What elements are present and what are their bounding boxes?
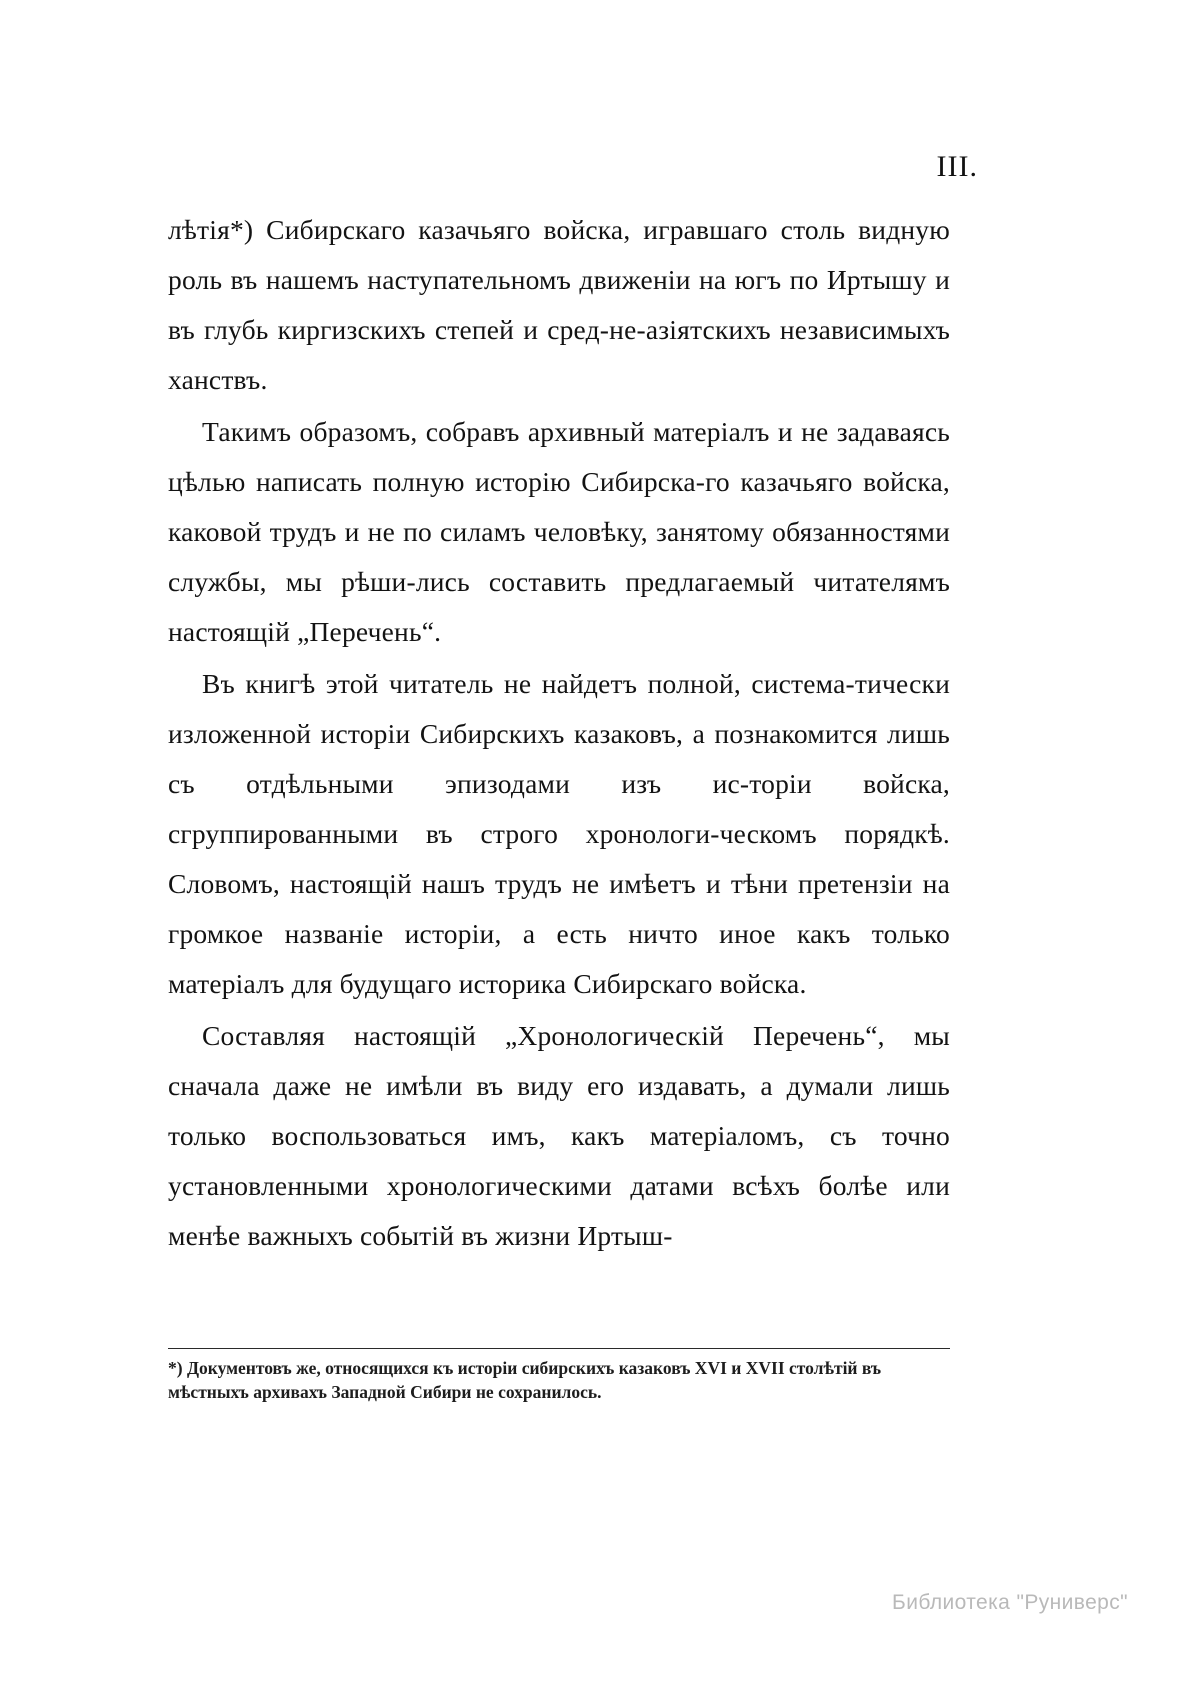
paragraph-2: Такимъ образомъ, собравъ архивный матеріалъ и не задаваясь цѣлью написать полную исторію Сибирска-го казачьяго войска, каковой трудъ и не по силамъ человѣку, занятому обязанностями службы, мы рѣши-лись составить предлагаемый читателямъ настоящій „Перечень“. <box>168 416 950 647</box>
page-number: III. <box>936 150 978 183</box>
paragraph-1: лѣтія*) Сибирскаго казачьяго войска, игравшаго столь видную роль въ нашемъ наступательномъ движеніи на югъ по Иртышу и въ глубь киргизскихъ степей и сред-не-азіятскихъ независимыхъ ханствъ. <box>168 214 950 395</box>
paragraph-3: Въ книгѣ этой читатель не найдетъ полной, система-тически изложенной исторіи Сибирскихъ казаковъ, а познакомится лишь съ отдѣльными эпизодами изъ ис-торіи войска, сгруппированными въ строго хронологи-ческомъ порядкѣ. Словомъ, настоящій нашъ трудъ не имѣетъ и тѣни претензіи на громкое названіе исторіи, а есть ничто иное какъ только матеріалъ для будущаго историка Сибирскаго войска. <box>168 668 950 999</box>
page-body-text <box>168 205 950 1263</box>
footnote-text: *) Документовъ же, относящихся къ исторіи сибирскихъ казаковъ XVI и XVII столѣтій въ мѣстныхъ архивахъ Западной Сибири не сохранилось. <box>168 1358 882 1402</box>
footnote-divider <box>168 1348 950 1349</box>
library-watermark: Библиотека "Руниверс" <box>892 1591 1128 1614</box>
paragraph-4: Составляя настоящій „Хронологическій Перечень“, мы сначала даже не имѣли въ виду его издавать, а думали лишь только воспользоваться имъ, какъ матеріаломъ, съ точно установленными хронологическими датами всѣхъ болѣе или менѣе важныхъ событій въ жизни Иртыш- <box>168 1020 950 1251</box>
